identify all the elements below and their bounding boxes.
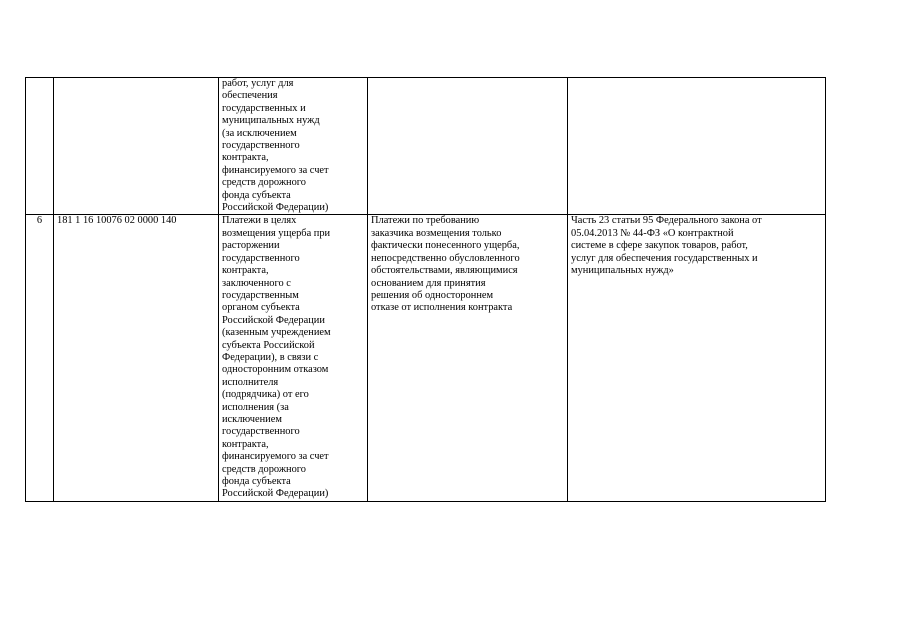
description-cell [368,215,568,501]
row-number-cell [26,215,54,501]
text-line: Часть 23 статьи 95 Федерального закона от [571,215,762,227]
text-line: государственных и [222,102,306,114]
legal-basis-cell [568,215,826,501]
text-line: заключенного с [222,277,291,289]
text-line: (за исключением [222,127,297,139]
budget-code-cell [54,215,219,501]
text-line: фактически понесенного ущерба, [371,240,520,252]
text-line: Российской Федерации) [222,202,329,214]
table-row [26,215,826,501]
text-line: заказчика возмещения только [371,227,502,239]
text-line: (казенным учреждением [222,327,331,339]
text-line: Российской Федерации [222,314,325,326]
row-number-cell [26,78,54,215]
text-line: основанием для принятия [371,277,486,289]
row-number: 6 [36,215,43,227]
revenue-name-cell [219,215,368,501]
text-line: возмещения ущерба при [222,227,331,239]
text-line: непосредственно обусловленного [371,252,520,264]
text-line: средств дорожного [222,463,306,475]
text-line: контракта, [222,152,269,164]
table-body [26,78,826,502]
text-line: финансируемого за счет [222,164,329,176]
text-line: системе в сфере закупок товаров, работ, [571,240,748,252]
table-row [26,78,826,215]
text-line: Платежи по требованию [371,215,480,227]
text-line: односторонним отказом [222,364,329,376]
text-line: решения об одностороннем [371,289,494,301]
budget-code: 181 1 16 10076 02 0000 140 [57,215,177,227]
text-line: средств дорожного [222,177,306,189]
text-line: услуг для обеспечения государственных и [571,252,758,264]
text-line: органом субъекта [222,302,300,314]
text-line: муниципальных нужд» [571,265,674,277]
document-table [25,77,826,502]
text-line: Платежи в целях [222,215,297,227]
text-line: Российской Федерации) [222,488,329,500]
text-line: исключением [222,413,282,425]
text-line: 05.04.2013 № 44-ФЗ «О контрактной [571,227,734,239]
text-line: работ, услуг для [222,78,294,89]
text-line: субъекта Российской [222,339,315,351]
text-line: государственного [222,140,300,152]
text-line: обстоятельствами, являющимися [371,265,518,277]
text-line: государственного [222,252,300,264]
revenue-name-cell [219,78,368,215]
text-line: исполнения (за [222,401,289,413]
description-cell [368,78,568,215]
text-line: государственного [222,426,300,438]
text-line: обеспечения [222,90,278,102]
text-line: финансируемого за счет [222,451,329,463]
text-line: исполнителя [222,376,279,388]
text-line: (подрядчика) от его [222,389,309,401]
budget-code-cell [54,78,219,215]
text-line: Федерации), в связи с [222,351,319,363]
text-line: расторжении [222,240,280,252]
text-line: государственным [222,289,299,301]
legal-basis-cell [568,78,826,215]
text-line: отказе от исполнения контракта [371,302,513,314]
text-line: контракта, [222,265,269,277]
text-line: фонда субъекта [222,476,291,487]
text-line: контракта, [222,438,269,450]
text-line: муниципальных нужд [222,115,320,127]
text-line: фонда субъекта [222,189,291,201]
